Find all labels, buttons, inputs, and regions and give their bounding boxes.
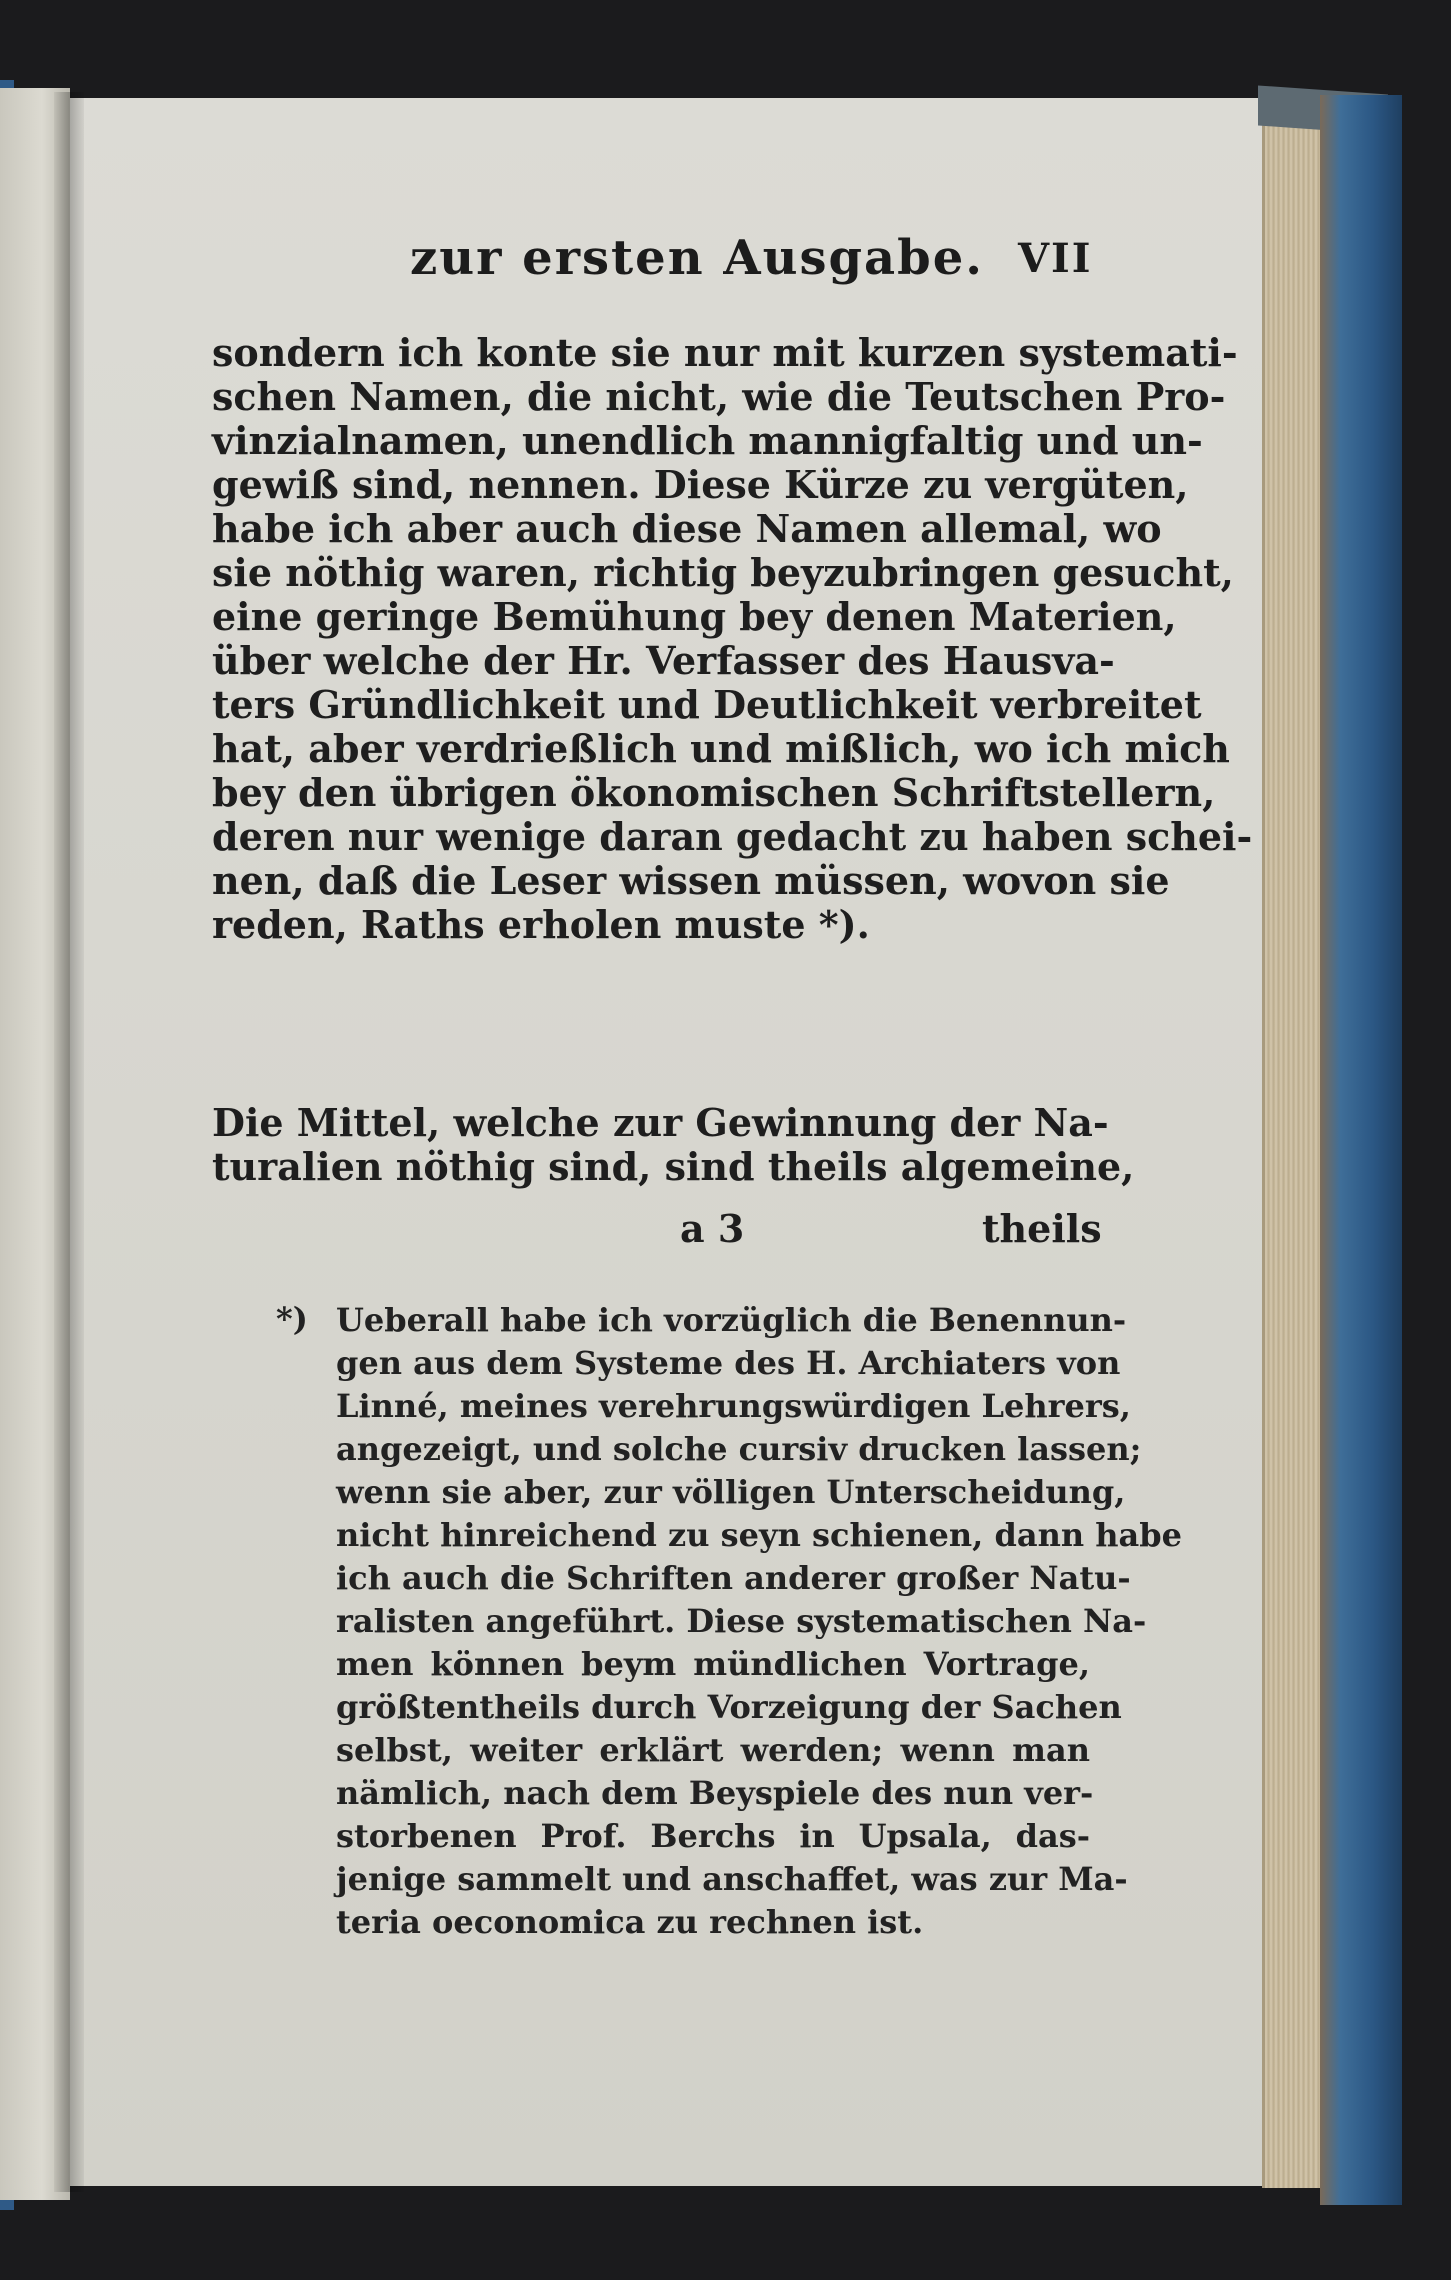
body-line: bey den übrigen ökonomischen Schriftstellern,: [212, 770, 1216, 815]
footnote-line: nicht hinreichend zu seyn schienen, dann habe: [336, 1516, 1182, 1554]
footnote-line-end: teria oeconomica zu rechnen ist.: [336, 1903, 924, 1941]
body-line: über welche der Hr. Verfasser des Hausva-: [212, 638, 1115, 683]
footnote-line: angezeigt, und solche cursiv drucken lassen;: [336, 1430, 1142, 1468]
body-line: nen, daß die Leser wissen müssen, wovon sie: [212, 858, 1170, 903]
body-line: eine geringe Bemühung bey denen Materien,: [212, 594, 1177, 639]
running-title: zur ersten Ausgabe.: [410, 230, 984, 286]
footnote-line: nämlich, nach dem Beyspiele des nun ver-: [336, 1774, 1094, 1812]
body-line-paragraph-end: reden, Raths erholen muste *).: [212, 902, 870, 947]
body-line: habe ich aber auch diese Namen allemal, wo: [212, 506, 1162, 551]
gutter-shadow: [54, 92, 84, 2192]
footnote-line: selbst, weiter erklärt werden; wenn man: [336, 1731, 1090, 1769]
body-line: hat, aber verdrießlich und mißlich, wo ich mich: [212, 726, 1230, 771]
body-line: vinzialnamen, unendlich mannigfaltig und un-: [212, 418, 1203, 463]
body-line: deren nur wenige daran gedacht zu haben schei-: [212, 814, 1253, 859]
body-line: turalien nöthig sind, sind theils algemeine,: [212, 1144, 1135, 1189]
page-number: VII: [1018, 235, 1093, 282]
footnote-line: jenige sammelt und anschaffet, was zur Ma-: [336, 1860, 1128, 1898]
footnote-marker: *): [276, 1300, 308, 1338]
body-line-paragraph-start: Die Mittel, welche zur Gewinnung der Na-: [212, 1100, 1109, 1145]
body-line: sie nöthig waren, richtig beyzubringen gesucht,: [212, 550, 1234, 595]
body-line: ters Gründlichkeit und Deutlichkeit verbreitet: [212, 682, 1202, 727]
body-line: gewiß sind, nennen. Diese Kürze zu vergüten,: [212, 462, 1189, 507]
footnote-line: ralisten angeführt. Diese systematischen Na-: [336, 1602, 1147, 1640]
footnote-line: ich auch die Schriften anderer großer Natu-: [336, 1559, 1131, 1597]
footnote-line: Ueberall habe ich vorzüglich die Benennun-: [336, 1301, 1127, 1339]
running-head: [0, 225, 1451, 305]
footnote-line: größtentheils durch Vorzeigung der Sachen: [336, 1688, 1122, 1726]
body-line: schen Namen, die nicht, wie die Teutschen Pro-: [212, 374, 1226, 419]
footnote-line: wenn sie aber, zur völligen Unterscheidung,: [336, 1473, 1126, 1511]
footnote-line: gen aus dem Systeme des H. Archiaters von: [336, 1344, 1121, 1382]
footnote-line: men können beym mündlichen Vortrage,: [336, 1645, 1090, 1683]
right-cover: [1320, 95, 1402, 2205]
signature-mark: a 3: [680, 1206, 745, 1251]
footnote-line: storbenen Prof. Berchs in Upsala, das-: [336, 1817, 1090, 1855]
catchword: theils: [982, 1206, 1102, 1251]
body-line: sondern ich konte sie nur mit kurzen systemati-: [212, 330, 1238, 375]
footnote-line: Linné, meines verehrungswürdigen Lehrers,: [336, 1387, 1131, 1425]
page-block-edge: [1262, 108, 1323, 2188]
